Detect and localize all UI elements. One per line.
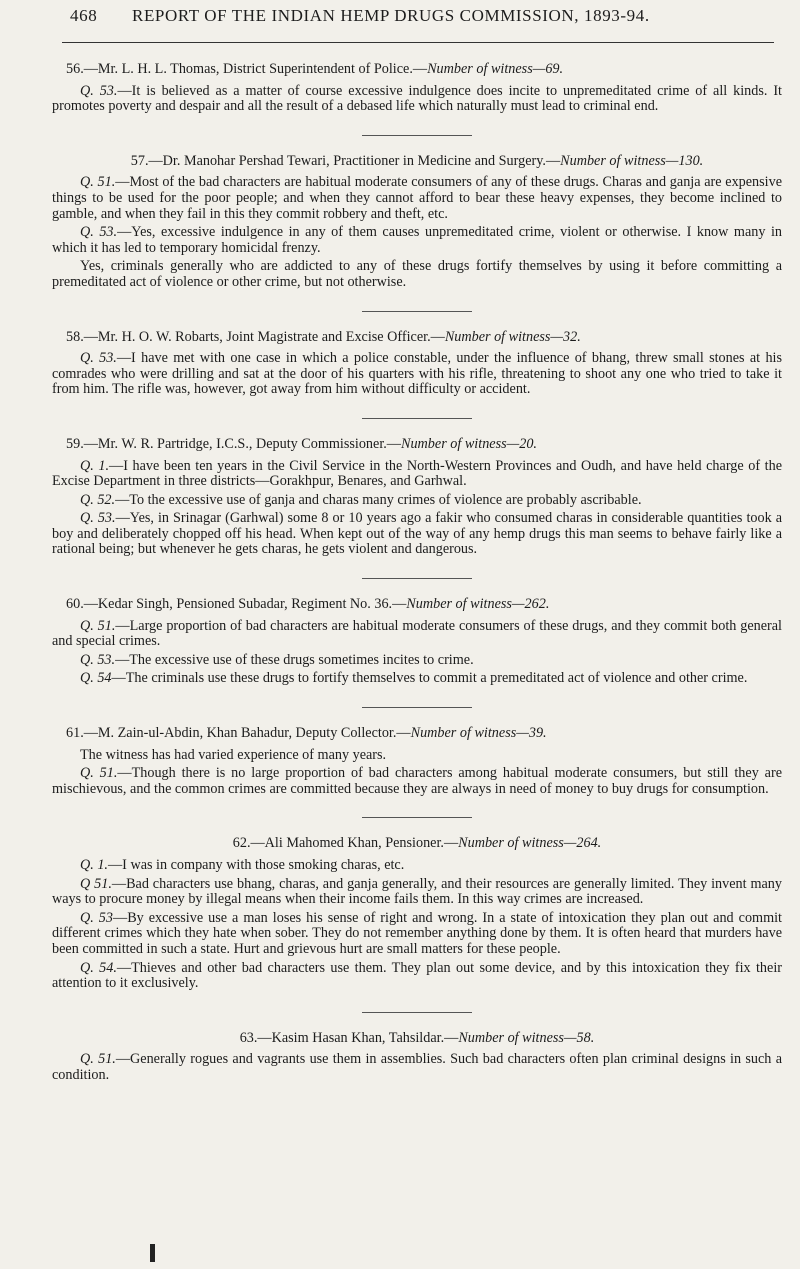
answer-text: —I have been ten years in the Civil Service in the North-Western Provinces and Oudh, and have held charge of the Excise Department in three districts—Gorakhpur, Benares, and Garhwal. bbox=[52, 457, 782, 490]
answer-text: —I was in company with those smoking charas, etc. bbox=[107, 857, 405, 873]
question-number: Q. 53. bbox=[80, 82, 118, 99]
witness-number: Number of witness—262. bbox=[406, 596, 550, 613]
answer-paragraph bbox=[52, 748, 782, 764]
witness-name: 59.—Mr. W. R. Partridge, I.C.S., Deputy Commissioner.— bbox=[66, 435, 401, 452]
question-number: Q. 1. bbox=[80, 857, 108, 873]
witness-heading bbox=[52, 1031, 782, 1047]
witness-number: Number of witness—264. bbox=[458, 835, 602, 852]
section-divider bbox=[362, 135, 472, 136]
witness-heading bbox=[52, 62, 782, 78]
answer-paragraph bbox=[52, 84, 782, 115]
witness-section bbox=[52, 330, 782, 398]
witness-number: Number of witness—130. bbox=[560, 152, 704, 169]
answer-paragraph bbox=[52, 175, 782, 222]
answer-text: —Yes, in Srinagar (Garhwal) some 8 or 10 years ago a fakir who consumed charas in considerable quantities took a boy and deliberately chopped off his head. When kept out of the way of any hemp drugs this man seems to behave fairly like a rational being; but whenever he gets charas, he gets violent and dangerous. bbox=[52, 510, 782, 558]
witness-number: Number of witness—32. bbox=[444, 328, 581, 345]
report-body bbox=[52, 62, 782, 1087]
witness-heading bbox=[52, 597, 782, 613]
question-number: Q. 54 bbox=[80, 670, 112, 687]
answer-text: —By excessive use a man loses his sense of right and wrong. In a state of intoxication they plan out and commit different crimes which they hate when sober. They do not remember anything done by them. It is often heard that murders have been committed in such a state. Hurt and grievous hurt are small matters for these people. bbox=[52, 909, 782, 957]
witness-heading bbox=[52, 836, 782, 852]
answer-paragraph bbox=[52, 961, 782, 992]
witness-name: 61.—M. Zain-ul-Abdin, Khan Bahadur, Deputy Collector.— bbox=[66, 725, 411, 742]
question-number: Q. 53. bbox=[80, 350, 117, 367]
answer-text: Yes, criminals generally who are addicted to any of these drugs fortify themselves by using it before committing a premeditated act of violence or other crime, but not otherwise. bbox=[52, 258, 782, 290]
answer-paragraph bbox=[52, 877, 782, 908]
answer-text: —Bad characters use bhang, charas, and ganja generally, and their resources are generally limited. They invent many ways to procure money by illegal means when their income fails them. In this way crimes are increased. bbox=[52, 875, 782, 908]
witness-number: Number of witness—20. bbox=[401, 435, 537, 452]
witness-number: Number of witness—58. bbox=[458, 1029, 595, 1046]
witness-heading bbox=[52, 437, 782, 453]
witness-name: 56.—Mr. L. H. L. Thomas, District Superintendent of Police.— bbox=[66, 61, 428, 77]
witness-number: Number of witness—39. bbox=[410, 725, 547, 742]
witness-section bbox=[52, 1031, 782, 1084]
question-number: Q. 51. bbox=[80, 617, 116, 634]
question-number: Q. 51. bbox=[80, 765, 118, 782]
answer-text: —To the excessive use of ganja and charas many crimes of violence are probably ascribable. bbox=[115, 491, 642, 508]
section-divider bbox=[362, 418, 472, 419]
section-divider bbox=[362, 817, 472, 818]
header-rule bbox=[62, 42, 774, 43]
section-divider bbox=[362, 1012, 472, 1013]
question-number: Q. 53. bbox=[80, 510, 116, 527]
answer-text: —Though there is no large proportion of bad characters among habitual moderate consumers, but still they are mischievous, and the common crimes are committed because they are always in need of money to buy drugs for consumption. bbox=[52, 765, 782, 797]
answer-paragraph bbox=[52, 351, 782, 398]
question-number: Q. 51. bbox=[80, 1051, 116, 1068]
question-number: Q 51. bbox=[80, 875, 112, 892]
answer-paragraph bbox=[52, 1052, 782, 1083]
witness-section bbox=[52, 62, 782, 115]
answer-text: —Thieves and other bad characters use them. They plan out some device, and by this intoxication they fix their attention to it exclusively. bbox=[52, 959, 782, 992]
question-number: Q. 53. bbox=[80, 651, 116, 668]
answer-text: —Generally rogues and vagrants use them in assemblies. Such bad characters often plan criminal designs in such a condition. bbox=[52, 1051, 782, 1083]
section-divider bbox=[362, 707, 472, 708]
witness-section bbox=[52, 836, 782, 991]
witness-name: 60.—Kedar Singh, Pensioned Subadar, Regiment No. 36.— bbox=[66, 596, 407, 613]
witness-heading bbox=[52, 154, 782, 170]
witness-section bbox=[52, 597, 782, 687]
section-divider bbox=[362, 311, 472, 312]
witness-heading bbox=[52, 330, 782, 346]
question-number: Q. 53. bbox=[80, 224, 118, 241]
question-number: Q. 52. bbox=[80, 491, 116, 508]
question-number: Q. 1. bbox=[80, 457, 110, 474]
question-number: Q. 53 bbox=[80, 909, 113, 926]
answer-paragraph bbox=[52, 619, 782, 650]
witness-heading bbox=[52, 726, 782, 742]
answer-paragraph bbox=[52, 653, 782, 669]
margin-mark bbox=[150, 1244, 155, 1262]
answer-paragraph bbox=[52, 671, 782, 687]
witness-name: 63.—Kasim Hasan Khan, Tahsildar.— bbox=[239, 1029, 459, 1046]
answer-paragraph bbox=[52, 858, 782, 874]
answer-paragraph bbox=[52, 459, 782, 490]
answer-text: The witness has had varied experience of many years. bbox=[80, 746, 387, 763]
answer-text: —The excessive use of these drugs sometimes incites to crime. bbox=[115, 651, 474, 668]
question-number: Q. 54. bbox=[80, 959, 117, 976]
answer-paragraph bbox=[52, 911, 782, 958]
witness-section bbox=[52, 726, 782, 797]
section-divider bbox=[362, 578, 472, 579]
answer-text: —It is believed as a matter of course excessive indulgence does incite to unpremeditated crime of all kinds. It promotes poverty and despair and all the result of a debased life which naturally must lead to criminal end. bbox=[52, 82, 782, 115]
report-title: REPORT OF THE INDIAN HEMP DRUGS COMMISSION, 1893-94. bbox=[132, 6, 650, 25]
running-header bbox=[70, 6, 770, 26]
answer-paragraph bbox=[52, 511, 782, 558]
answer-paragraph bbox=[52, 225, 782, 256]
page-number: 468 bbox=[70, 6, 98, 25]
answer-paragraph bbox=[52, 259, 782, 290]
witness-section bbox=[52, 154, 782, 291]
witness-name: 57.—Dr. Manohar Pershad Tewari, Practitioner in Medicine and Surgery.— bbox=[130, 152, 561, 169]
witness-section bbox=[52, 437, 782, 558]
question-number: Q. 51. bbox=[80, 174, 116, 191]
answer-text: —Large proportion of bad characters are habitual moderate consumers of these drugs, and they commit both general and special crimes. bbox=[52, 617, 782, 650]
answer-paragraph bbox=[52, 493, 782, 509]
answer-text: —The criminals use these drugs to fortify themselves to commit a premeditated act of violence and other crime. bbox=[111, 670, 748, 687]
witness-number: Number of witness—69. bbox=[427, 61, 564, 77]
witness-name: 62.—Ali Mahomed Khan, Pensioner.— bbox=[232, 835, 459, 852]
answer-text: —I have met with one case in which a police constable, under the influence of bhang, threw small stones at his comrades who were drilling and sat at the door of his quarters with his rifle, threatening to shoot any one who tried to take it from him. The rifle was, however, got away from him without difficulty or accident. bbox=[52, 350, 783, 398]
answer-text: —Most of the bad characters are habitual moderate consumers of any of these drugs. Charas and ganja are expensive things to be used for the poor people; and when they cannot afford to bear these heavy expenses, they become inclined to gamble, and when they fail in this they commit robbery and theft, etc. bbox=[52, 174, 783, 222]
answer-paragraph bbox=[52, 766, 782, 797]
answer-text: —Yes, excessive indulgence in any of them causes unpremeditated crime, violent or otherwise. I know many in which it has led to temporary homicidal frenzy. bbox=[52, 224, 782, 256]
witness-name: 58.—Mr. H. O. W. Robarts, Joint Magistrate and Excise Officer.— bbox=[66, 328, 445, 345]
